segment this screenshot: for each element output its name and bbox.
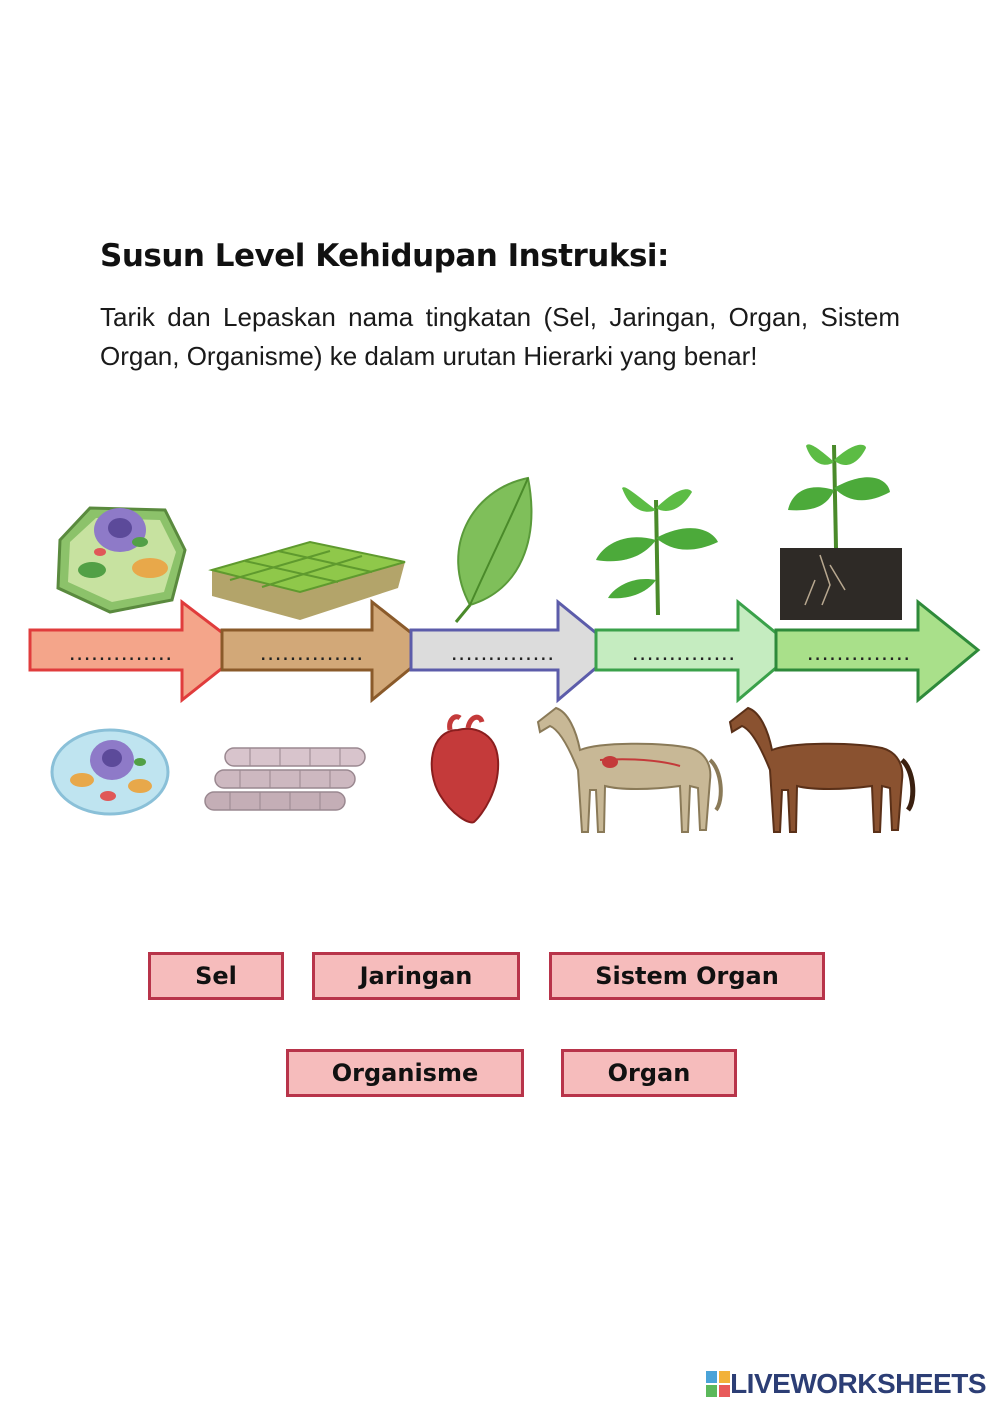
chip-sistem-organ[interactable]: Sistem Organ <box>549 952 825 1000</box>
chip-organ[interactable]: Organ <box>561 1049 737 1097</box>
chip-organisme[interactable]: Organisme <box>286 1049 524 1097</box>
liveworksheets-logo <box>706 1368 986 1400</box>
animal-cell-image <box>52 730 168 814</box>
liveworksheets-logo-icon <box>706 1371 730 1397</box>
drop-zone-5[interactable]: .............. <box>805 648 911 664</box>
drop-zone-2[interactable]: .............. <box>258 648 364 664</box>
horse-organ-system-image <box>538 708 721 832</box>
heart-image <box>432 717 498 823</box>
plant-cell-image <box>58 508 185 612</box>
drop-zone-1[interactable]: .............. <box>67 648 173 664</box>
drop-zone-3[interactable]: .............. <box>449 648 555 664</box>
worksheet-instructions: Tarik dan Lepaskan nama tingkatan (Sel, Jaringan, Organ, Sistem Organ, Organisme) ke dalam urutan Hierarki yang benar! <box>100 302 900 371</box>
leaf-image <box>456 478 531 622</box>
chip-jaringan[interactable]: Jaringan <box>312 952 520 1000</box>
hierarchy-diagram <box>0 430 1000 850</box>
chip-sel[interactable]: Sel <box>148 952 284 1000</box>
drop-zone-4[interactable]: .............. <box>630 648 736 664</box>
plant-in-soil-image <box>780 444 902 620</box>
logo-text: LIVEWORKSHEETS <box>730 1368 986 1399</box>
worksheet-title: Susun Level Kehidupan Instruksi: <box>100 238 669 274</box>
animal-tissue-image <box>205 748 365 810</box>
plant-image <box>596 487 718 615</box>
horse-image <box>730 708 913 832</box>
